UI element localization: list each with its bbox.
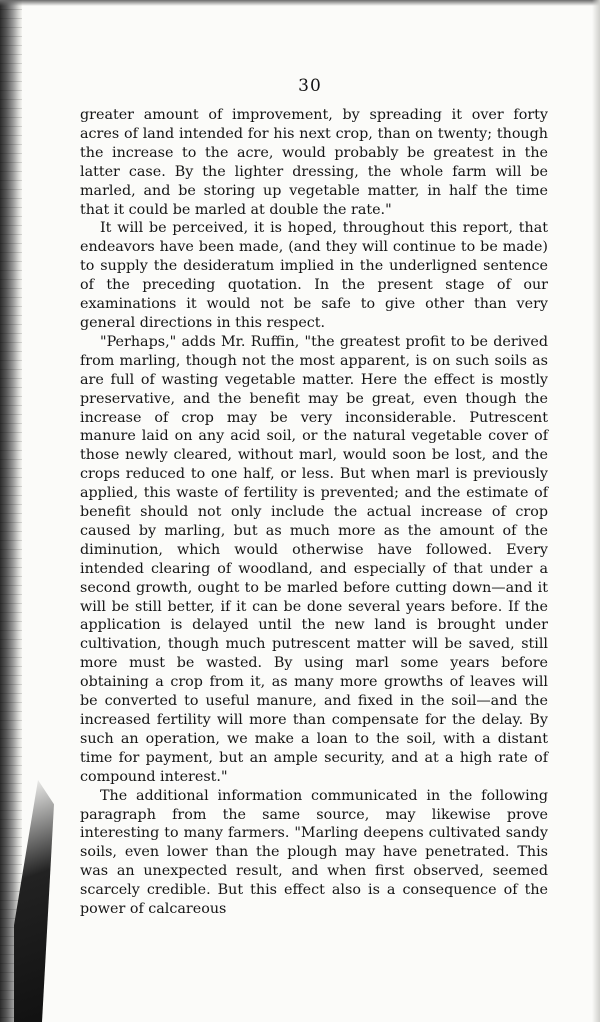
page-top-edge: [0, 0, 600, 6]
paragraph-additional-information: The additional information communicated in the following paragraph from the same source, may likewise prove interesting to many farmers. "Marling deepens cultivated sandy soils, even lower than the plough may have penetrated. This was an unexpected result, and when first observed, seemed scarcely credible. But this effect also is a consequence of the power of calcareous: [80, 787, 548, 918]
binding-texture: [0, 0, 22, 1022]
page-body: [80, 106, 548, 919]
paragraph-ruffin-quote: "Perhaps," adds Mr. Ruffin, "the greatest profit to be derived from marling, though not the most apparent, is on such soils as are full of wasting vegetable matter. Here the effect is mostly preservative, and the benefit may be great, even though the increase of crop may be very inconsiderable. Putrescent manure laid on any acid soil, or the natural vegetable cover of those newly cleared, without marl, would soon be lost, and the crops reduced to one half, or less. But when marl is previously applied, this waste of fertility is prevented; and the estimate of benefit should not only include the actual increase of crop caused by marling, but as much more as the amount of the diminution, which would otherwise have followed. Every intended clearing of woodland, and especially of that under a second growth, ought to be marled before cutting down—and it will be still better, if it can be done several years before. If the application is delayed until the new land is brought under cultivation, though much putrescent matter will be saved, still more must be wasted. By using marl some years before obtaining a crop from it, as many more growths of leaves will be converted to useful manure, and fixed in the soil—and the increased fertility will more than compensate for the delay. By such an operation, we make a loan to the soil, with a distant time for payment, but an ample security, and at a high rate of compound interest.": [80, 333, 548, 785]
paragraph-report-note: It will be perceived, it is hoped, throughout this report, that endeavors have been made, (and they will continue to be made) to supply the desideratum implied in the underligned sentence of the preceding quotation. In the present stage of our examinations it would not be safe to give other than very general directions in this respect.: [80, 220, 548, 331]
page-right-edge: [592, 0, 600, 1022]
page-number: 30: [298, 76, 322, 96]
paragraph-continued: greater amount of improvement, by spreading it over forty acres of land intended for his next crop, than on twenty; though the increase to the acre, would probably be greatest in the latter case. By the lighter dressing, the whole farm will be marled, and be storing up vegetable matter, in half the time that it could be marled at double the rate.": [80, 107, 548, 218]
